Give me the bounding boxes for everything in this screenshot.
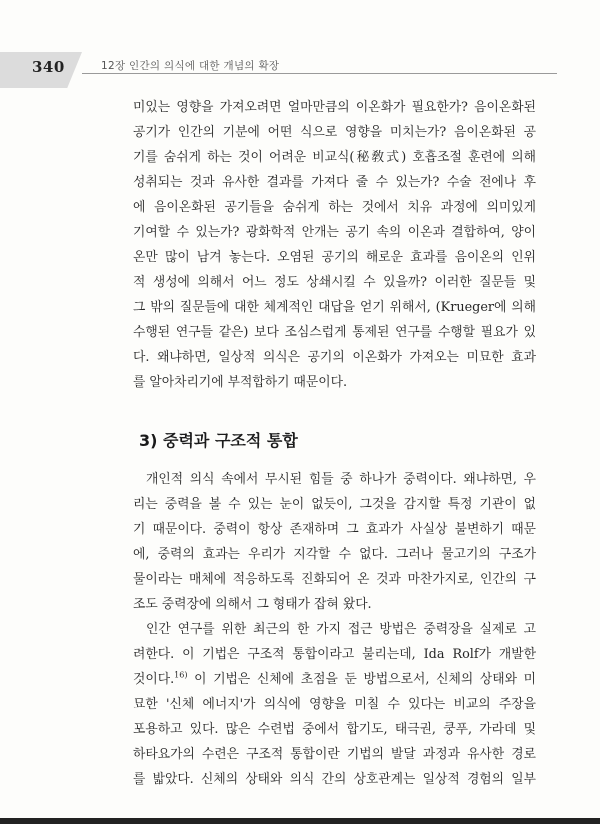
- text-line: 를 알아차리기에 부적합하기 때문이다.: [133, 375, 348, 390]
- text-line: 그 밖의 질문들에 대한 체계적인 대답을 얻기 위해서, (Krueger에 의해: [133, 300, 536, 315]
- page-number: 340: [32, 58, 65, 76]
- text-line: 리는 중력을 볼 수 있는 눈이 없듯이, 그것을 감지할 특정 기관이 없: [133, 497, 536, 512]
- header-rule: [82, 73, 557, 74]
- text-line: 에, 중력의 효과는 우리가 지각할 수 없다. 그러나 물고기의 구조가: [133, 547, 536, 562]
- page-bottom-edge: [0, 818, 600, 824]
- text-line: 기 때문이다. 중력이 항상 존재하며 그 효과가 사실상 불변하기 때문: [133, 522, 536, 537]
- paragraph-structural-integration: [133, 617, 536, 792]
- text-line: 수행된 연구들 같은) 보다 조심스럽게 통제된 연구를 수행할 필요가 있: [133, 325, 536, 340]
- text-line: 개인적 의식 속에서 무시된 힘들 중 하나가 중력이다. 왜냐하면, 우: [146, 472, 536, 487]
- text-line: 공기가 인간의 기분에 어떤 식으로 영향을 미치는가? 음이온화된 공: [133, 125, 536, 140]
- text-segment: 것이다.: [133, 672, 175, 687]
- text-line: 조도 중력장에 의해서 그 형태가 잡혀 왔다.: [133, 597, 372, 612]
- page-header: [0, 40, 600, 88]
- text-line: 온만 많이 남겨 놓는다. 오염된 공기의 해로운 효과를 음이온의 인위: [133, 250, 536, 265]
- text-line: 에 음이온화된 공기들을 숨쉬게 하는 것에서 치유 과정에 의미있게: [133, 200, 536, 215]
- text-line: 물이라는 매체에 적응하도록 진화되어 온 것과 마찬가지로, 인간의 구: [133, 572, 536, 587]
- page-body: [133, 95, 536, 792]
- text-line: 묘한 '신체 에너지'가 의식에 영향을 미칠 수 있다는 비교의 주장을: [133, 697, 536, 712]
- text-line: 려한다. 이 기법은 구조적 통합이라고 불리는데, Ida Rolf가 개발한: [133, 647, 536, 662]
- text-segment: 이 기법은 신체에 초점을 둔 방법으로서, 신체의 상태와 미: [187, 672, 536, 687]
- text-line: 하타요가의 수련은 구조적 통합이란 기법의 발달 과정과 유사한 경로: [133, 747, 536, 762]
- text-line: 인간 연구를 위한 최근의 한 가지 접근 방법은 중력장을 실제로 고: [146, 622, 536, 637]
- text-line: 성취되는 것과 유사한 결과를 가져다 줄 수 있는가? 수술 전에나 후: [133, 175, 536, 190]
- text-line: 미있는 영향을 가져오려면 얼마만큼의 이온화가 필요한가? 음이온화된: [133, 100, 536, 115]
- text-line: 적 생성에 의해서 어느 정도 상쇄시킬 수 있을까? 이러한 질문들 및: [133, 275, 536, 290]
- text-line: 를 밟았다. 신체의 상태와 의식 간의 상호관계는 일상적 경험의 일부: [133, 772, 536, 787]
- text-line: 다. 왜냐하면, 일상적 의식은 공기의 이온화가 가져오는 미묘한 효과: [133, 350, 536, 365]
- paragraph-gravity: [133, 467, 536, 617]
- text-line: 기여할 수 있는가? 광화학적 안개는 공기 속의 이온과 결합하여, 양이: [133, 225, 536, 240]
- footnote-marker[interactable]: 16): [174, 670, 188, 680]
- text-line: 포용하고 있다. 많은 수련법 중에서 합기도, 태극권, 쿵푸, 가라데 및: [133, 722, 536, 737]
- text-line: 기를 숨쉬게 하는 것이 어려운 비교식(秘敎式) 호흡조절 훈련에 의해: [133, 150, 536, 165]
- text-line-with-footnote: [133, 667, 536, 692]
- paragraph-ionization: [133, 95, 536, 395]
- section-heading: 3) 중력과 구조적 통합: [139, 431, 298, 450]
- chapter-title: 12장 인간의 의식에 대한 개념의 확장: [101, 60, 280, 72]
